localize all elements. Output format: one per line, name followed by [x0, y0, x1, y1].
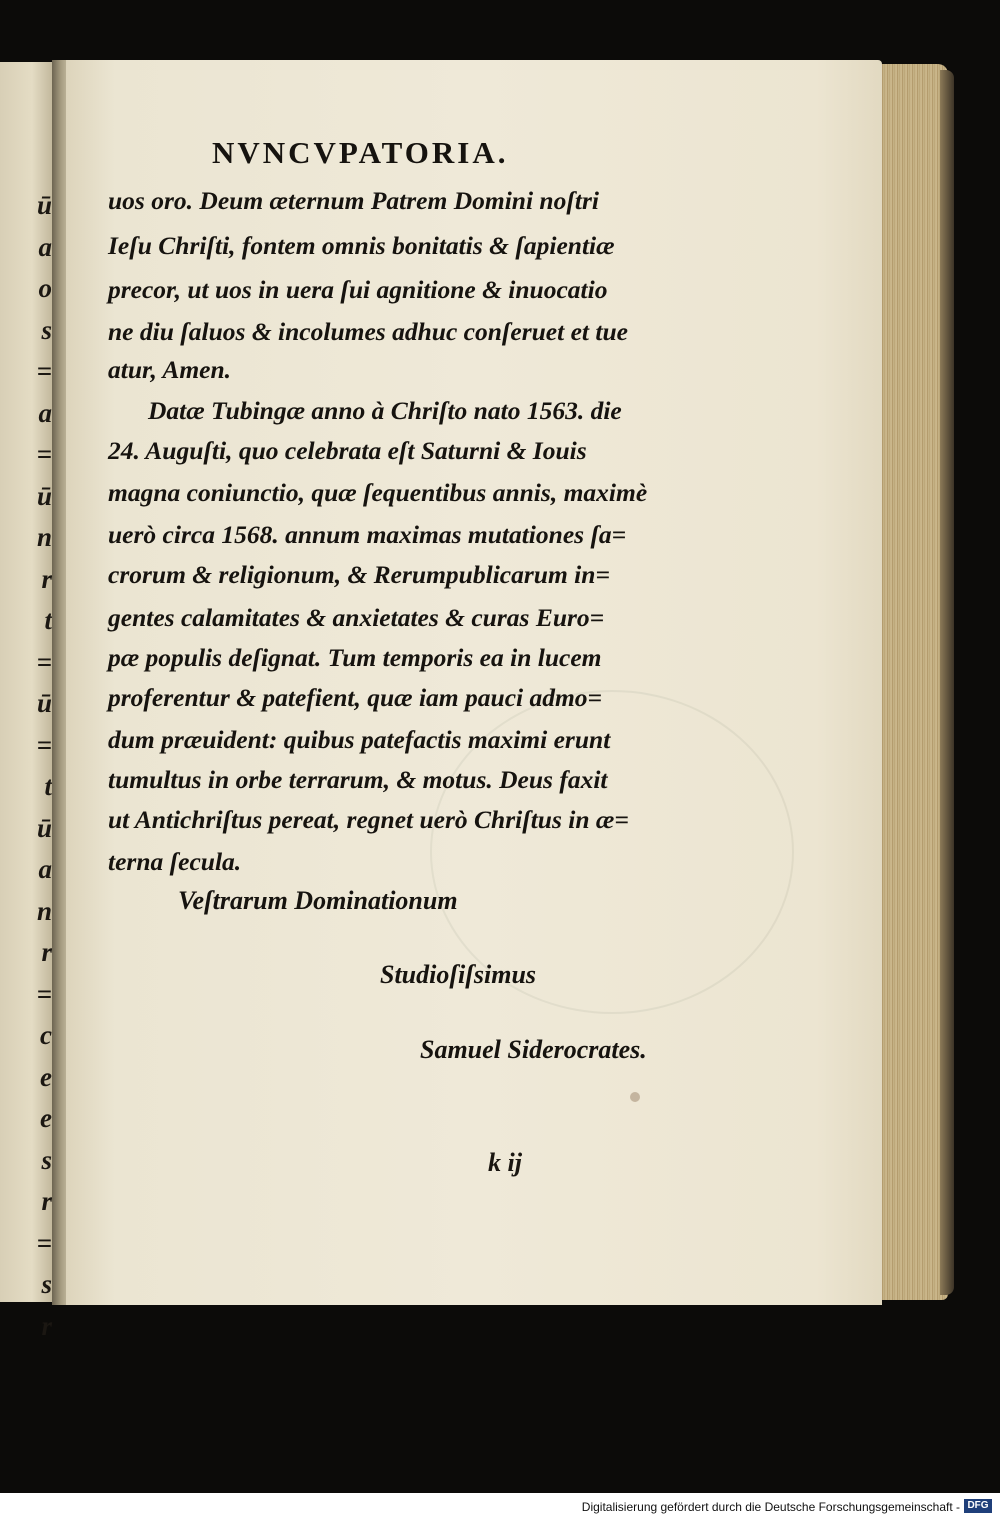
cropped-glyph: ū: [36, 812, 52, 843]
text-line: tumultus in orbe terrarum, & motus. Deus faxit: [108, 765, 608, 794]
cropped-glyph: =: [36, 729, 52, 760]
cropped-glyph: r: [41, 937, 52, 967]
page-fore-edge: [878, 64, 948, 1300]
cropped-glyph: e: [40, 1103, 52, 1133]
cropped-glyph: =: [36, 439, 52, 469]
cropped-glyph: =: [36, 356, 52, 386]
text-line: gentes calamitates & anxietates & curas Euro=: [108, 603, 605, 632]
cropped-glyph: ū: [36, 688, 52, 718]
closing-devotion: Studioſiſsimus: [380, 960, 537, 989]
cropped-glyph: a: [38, 231, 52, 262]
text-line: precor, ut uos in uera ſui agnitione & inuocatio: [108, 275, 608, 304]
cropped-glyph: r: [41, 1310, 52, 1341]
text-line: 24. Auguſti, quo celebrata eſt Saturni & Iouis: [108, 436, 587, 465]
text-line: Ieſu Chriſti, fontem omnis bonitatis & ſapientiæ: [108, 231, 615, 260]
previous-page-edge: [0, 62, 58, 1341]
text-line: ut Antichriſtus pereat, regnet uerò Chriſtus in æ=: [108, 805, 629, 834]
cropped-glyph: c: [40, 1020, 52, 1050]
author-signature: Samuel Siderocrates.: [420, 1035, 647, 1064]
signature-mark: k ij: [488, 1148, 522, 1177]
cropped-glyph: ū: [36, 480, 52, 511]
cropped-glyph: e: [40, 1061, 52, 1092]
cropped-glyph: =: [36, 646, 52, 677]
text-line: pæ populis deſignat. Tum temporis ea in lucem: [108, 643, 602, 672]
text-line: terna ſecula.: [108, 847, 242, 876]
cropped-glyph: a: [38, 854, 52, 884]
cropped-glyph: a: [38, 397, 52, 428]
dfg-logo: DFG: [964, 1499, 992, 1513]
cropped-glyph: =: [36, 1227, 52, 1258]
cropped-glyph: s: [41, 1144, 52, 1175]
cropped-glyph: n: [36, 895, 52, 926]
cover-edge: [940, 70, 954, 1295]
closing-salutation: Veſtrarum Dominationum: [178, 886, 458, 915]
text-line: crorum & religionum, & Rerumpublicarum in=: [108, 560, 610, 589]
text-line: Datæ Tubingæ anno à Chriſto nato 1563. die: [148, 396, 622, 425]
text-line: atur, Amen.: [108, 355, 232, 384]
text-line: uerò circa 1568. annum maximas mutationes ſa=: [108, 520, 627, 549]
cropped-glyph: r: [41, 563, 52, 594]
text-line: magna coniunctio, quæ ſequentibus annis, maximè: [108, 478, 648, 507]
cropped-glyph: =: [36, 978, 52, 1009]
cropped-glyph: o: [38, 273, 52, 303]
text-line: ne diu ſaluos & incolumes adhuc conſeruet et tue: [108, 317, 628, 346]
text-line: dum præuident: quibus patefactis maximi erunt: [108, 725, 611, 754]
text-line: proferentur & patefient, quæ iam pauci admo=: [108, 683, 603, 712]
cropped-glyph: t: [44, 605, 52, 635]
cropped-glyph: t: [44, 771, 52, 801]
running-head: NVNCVPATORIA.: [212, 135, 509, 170]
text-line: uos oro. Deum æternum Patrem Domini noſtri: [108, 186, 599, 215]
cropped-glyph: s: [41, 314, 52, 345]
cropped-glyph: n: [36, 522, 52, 552]
paper-stain: [630, 1092, 640, 1102]
cropped-glyph: r: [41, 1186, 52, 1216]
cropped-glyph: s: [41, 1269, 52, 1299]
footer-credit: Digitalisierung gefördert durch die Deutsche Forschungsgemeinschaft -: [581, 1500, 960, 1514]
cropped-glyph: ū: [36, 190, 52, 220]
